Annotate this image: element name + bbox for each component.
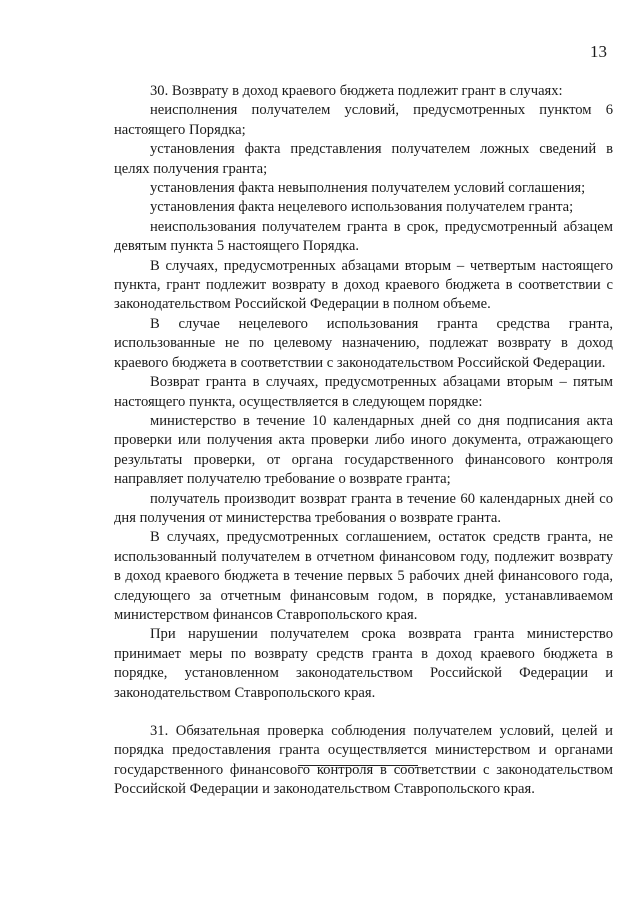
paragraph-case-misuse: установления факта нецелевого использования получателем гранта; xyxy=(150,199,574,216)
end-divider-line xyxy=(298,765,418,766)
page-number: 13 xyxy=(590,42,607,61)
paragraph-31-verification: 31. Обязательная проверка соблюдения получателем условий, целей и порядка предоставления гранта осуществляется министерством и органами государственного финансового контроля в соответствии с законодательством Российской Федерации и законодательством Ставропольского края. xyxy=(114,723,613,798)
paragraph-misuse-return: В случае нецелевого использования гранта средства гранта, использованные не по целевому назначению, подлежат возврату в доход краевого бюджета в соответствии с законодательством Российской Федерации. xyxy=(114,315,613,371)
paragraph-recipient-return: получатель производит возврат гранта в течение 60 календарных дней со дня получения от министерства требования о возврате гранта. xyxy=(114,490,613,526)
paragraph-case-unused: неиспользования получателем гранта в срок, предусмотренный абзацем девятым пункта 5 настоящего Порядка. xyxy=(114,218,613,255)
paragraph-full-return: В случаях, предусмотренных абзацами вторым – четвертым настоящего пункта, грант подлежит возврату в доход краевого бюджета в соответствии с законодательством Российской Федерации в полном объеме. xyxy=(114,257,613,313)
paragraph-deadline-violation: При нарушении получателем срока возврата гранта министерство принимает меры по возврату средств гранта в доход краевого бюджета в порядке, установленном законодательством Российской Федерации и законодательством Ставропольского края. xyxy=(114,626,613,701)
paragraph-return-procedure: Возврат гранта в случаях, предусмотренных абзацами вторым – пятым настоящего пункта, осуществляется в следующем порядке: xyxy=(114,374,613,410)
paragraph-case-false-info: установления факта представления получателем ложных сведений в целях получения гранта; xyxy=(114,141,613,177)
document-body xyxy=(114,82,613,800)
paragraph-ministry-demand: министерство в течение 10 календарных дней со дня подписания акта проверки или получения акта проверки либо иного документа, отражающего результаты проверки, от органа государственного финансового контроля направляет получателю требование о возврате гранта; xyxy=(114,412,613,488)
paragraph-remaining-funds: В случаях, предусмотренных соглашением, остаток средств гранта, не использованный получателем в отчетном финансовом году, подлежит возврату в доход краевого бюджета в течение первых 5 рабочих дней финансового года, следующего за отчетным финансовым годом, в порядке, устанавливаемом министерством финансов Ставропольского края. xyxy=(114,529,613,623)
paragraph-case-agreement-breach: установления факта невыполнения получателем условий соглашения; xyxy=(150,180,586,197)
paragraph-case-nonfulfillment: неисполнения получателем условий, предусмотренных пунктом 6 настоящего Порядка; xyxy=(114,102,613,138)
paragraph-30-intro: 30. Возврату в доход краевого бюджета подлежит грант в случаях: xyxy=(150,83,563,99)
